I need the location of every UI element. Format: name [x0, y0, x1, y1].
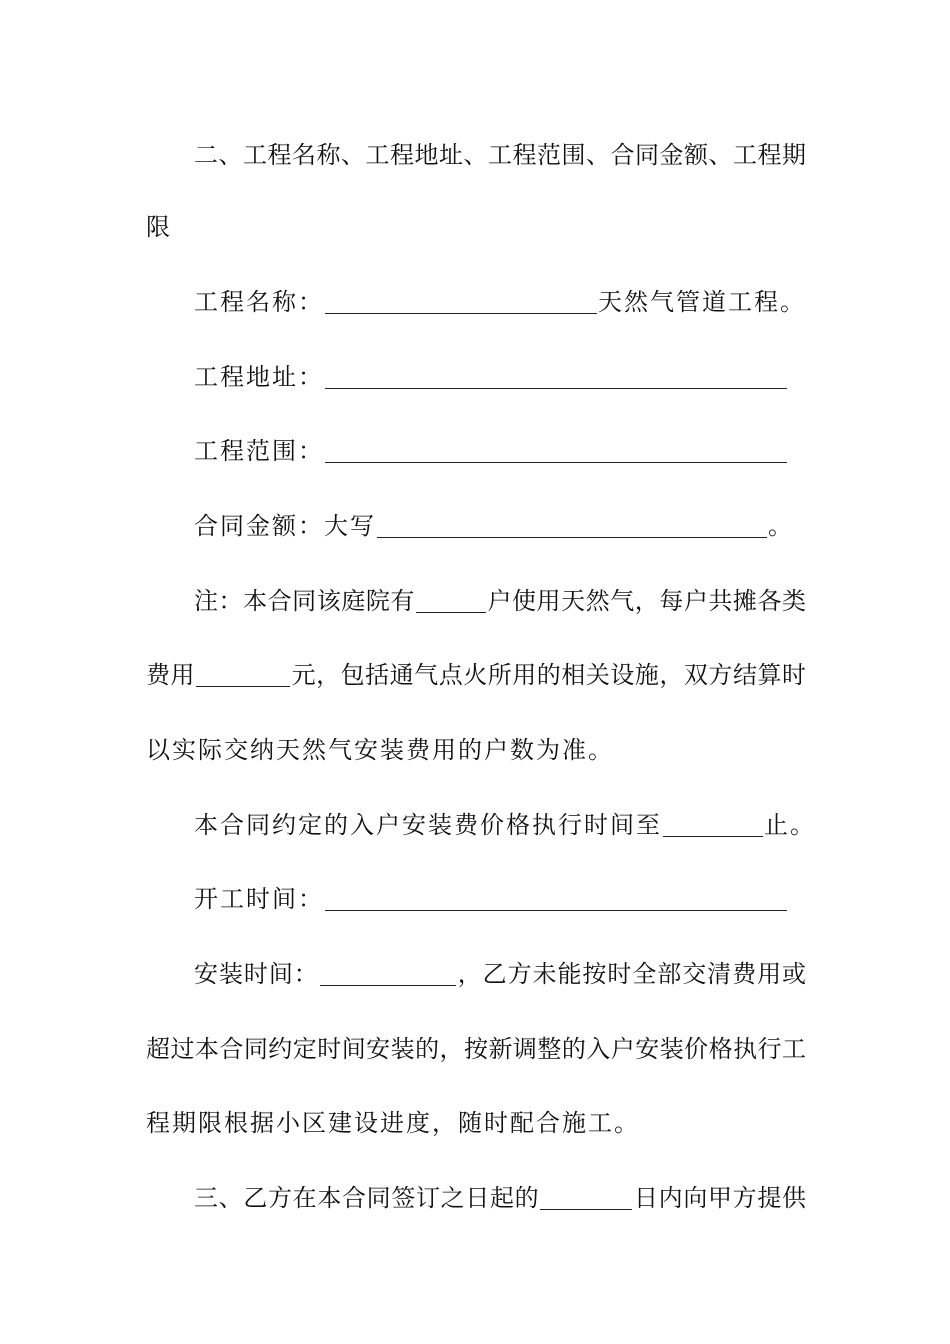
install-suffix: ，乙方未能按时全部交清费用或: [456, 960, 807, 988]
section2-heading: 二、工程名称、工程地址、工程范围、合同金额、工程期: [194, 141, 806, 169]
contract-amount-field: [194, 511, 806, 541]
fee-amount-blank: [196, 664, 290, 687]
project-name-label: 工程名称：: [194, 288, 324, 316]
note-prefix: 注：本合同该庭院有: [194, 587, 415, 615]
project-scope-field: [194, 436, 806, 466]
install-line-3: 程期限根据小区建设进度，随时配合施工。: [146, 1109, 640, 1137]
price-period-line: [194, 810, 816, 840]
start-time-blank: [325, 888, 787, 911]
note-line-1: [194, 586, 806, 616]
price-period-prefix: 本合同约定的入户安装费价格执行时间至: [194, 811, 662, 839]
note-line2-suffix: 元，包括通气点火所用的相关设施，双方结算时: [291, 661, 807, 689]
install-label: 安装时间：: [194, 960, 319, 988]
price-period-blank: [663, 814, 763, 837]
price-period-suffix: 止。: [764, 811, 816, 839]
section3-line: [194, 1183, 806, 1213]
start-time-label: 开工时间：: [194, 885, 324, 913]
section3-prefix: 三、乙方在本合同签订之日起的: [194, 1184, 540, 1212]
note-line2-prefix: 费用: [146, 661, 196, 689]
project-name-field: [194, 287, 806, 317]
project-name-suffix: 天然气管道工程。: [598, 288, 806, 316]
project-address-blank: [325, 366, 787, 389]
note-mid: 户使用天然气，每户共摊各类: [486, 587, 807, 615]
section2-heading-cont: 限: [146, 213, 172, 241]
note-line-2: [146, 660, 806, 690]
note-line-3: 以实际交纳天然气安装费用的户数为准。: [146, 736, 614, 764]
start-time-field: [194, 884, 806, 914]
install-line-2: 超过本合同约定时间安装的，按新调整的入户安装价格执行工: [146, 1035, 806, 1063]
project-address-label: 工程地址：: [194, 363, 324, 391]
project-name-blank: [325, 291, 597, 314]
install-line-1: [194, 959, 806, 989]
project-scope-blank: [325, 440, 787, 463]
project-scope-label: 工程范围：: [194, 437, 324, 465]
household-count-blank: [416, 590, 486, 613]
project-address-field: [194, 362, 806, 392]
section3-suffix: 日内向甲方提供: [633, 1184, 807, 1212]
contract-amount-label: 合同金额：大写: [194, 512, 376, 540]
section3-days-blank: [540, 1187, 632, 1210]
contract-amount-suffix: 。: [768, 512, 794, 540]
contract-amount-blank: [377, 515, 767, 538]
install-time-blank: [320, 963, 456, 986]
